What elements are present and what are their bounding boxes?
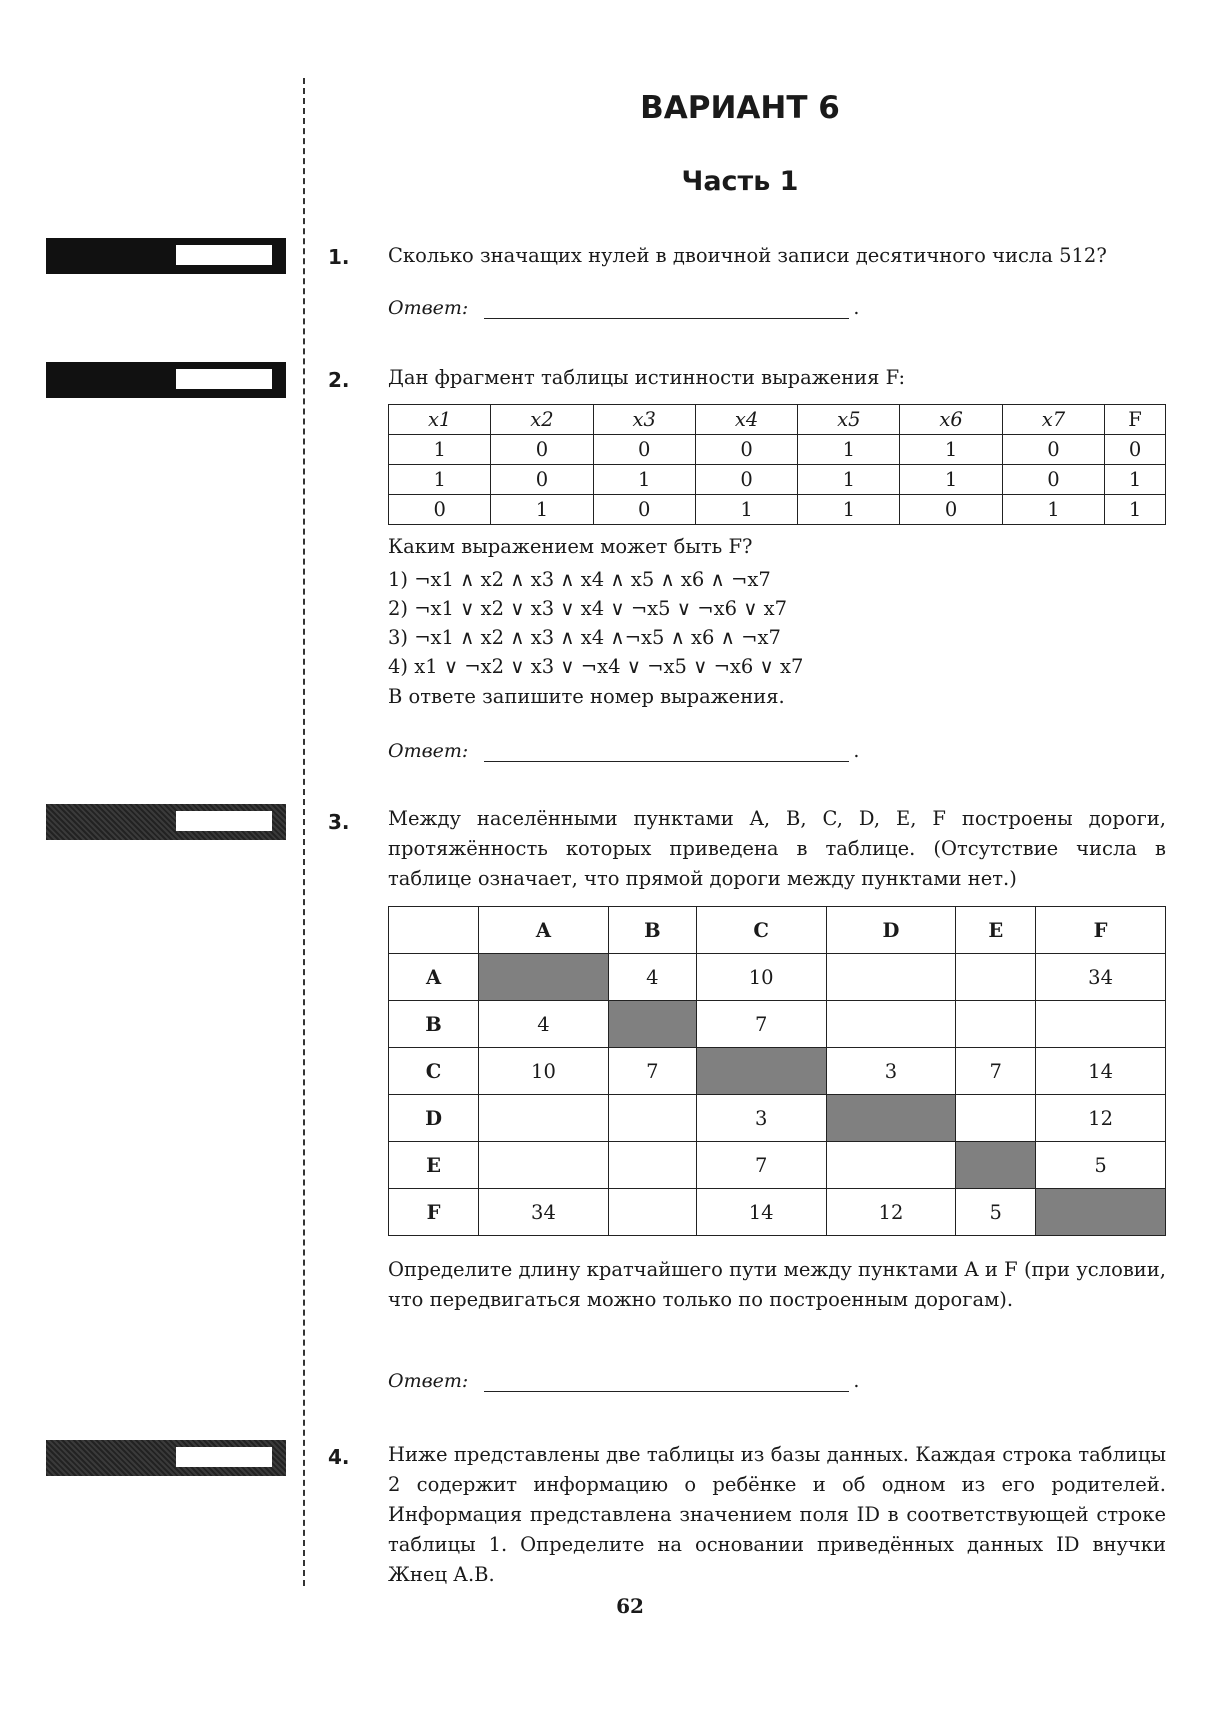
question-2-number: 2.	[328, 368, 350, 392]
truth-table-header: x4	[695, 405, 797, 435]
part-title: Часть 1	[681, 166, 799, 197]
truth-table-header: x2	[491, 405, 593, 435]
answer-line-1: Ответ: .	[388, 297, 860, 319]
table-row	[389, 1001, 1166, 1048]
road-table-row-header: A	[389, 954, 479, 1001]
question-2-instruction: В ответе запишите номер выражения.	[388, 685, 785, 708]
table-cell: 1	[695, 495, 797, 525]
question-2-intro: Дан фрагмент таблицы истинности выражения F:	[388, 366, 906, 389]
table-row	[389, 1189, 1166, 1236]
table-cell: 0	[491, 465, 593, 495]
truth-table-header: x1	[389, 405, 491, 435]
table-cell	[826, 1142, 956, 1189]
table-cell: 0	[1002, 435, 1104, 465]
answer-box-window[interactable]	[176, 811, 272, 831]
table-cell	[608, 1189, 696, 1236]
answer-label: Ответ:	[388, 740, 469, 762]
table-cell: 5	[956, 1189, 1036, 1236]
table-cell: 10	[696, 954, 826, 1001]
table-cell	[826, 1001, 956, 1048]
table-cell	[1036, 1001, 1166, 1048]
table-cell: 1	[900, 465, 1002, 495]
answer-box-4	[46, 1440, 286, 1476]
answer-line-2: Ответ: .	[388, 740, 860, 762]
table-cell: 1	[798, 435, 900, 465]
table-cell	[479, 1095, 609, 1142]
table-cell	[826, 1095, 956, 1142]
table-cell: 1	[491, 495, 593, 525]
road-table-row-header: C	[389, 1048, 479, 1095]
table-cell: 7	[696, 1001, 826, 1048]
table-cell: 5	[1036, 1142, 1166, 1189]
table-cell	[956, 1095, 1036, 1142]
table-cell: 0	[695, 435, 797, 465]
answer-box-3	[46, 804, 286, 840]
road-table-row-header: E	[389, 1142, 479, 1189]
table-cell	[608, 1142, 696, 1189]
table-row	[389, 495, 1166, 525]
truth-table-header: x7	[1002, 405, 1104, 435]
table-cell: 34	[479, 1189, 609, 1236]
road-distance-table	[388, 906, 1166, 1236]
table-cell: 1	[1105, 465, 1166, 495]
table-cell: 0	[389, 495, 491, 525]
option-1: 1) ¬x1 ∧ x2 ∧ x3 ∧ x4 ∧ x5 ∧ x6 ∧ ¬x7	[388, 568, 771, 591]
road-table-col-header: C	[696, 907, 826, 954]
table-cell: 12	[1036, 1095, 1166, 1142]
page-number: 62	[616, 1594, 644, 1618]
answer-box-2	[46, 362, 286, 398]
table-row	[389, 954, 1166, 1001]
question-1-text: Сколько значащих нулей в двоичной записи десятичного числа 512?	[388, 244, 1107, 267]
table-cell: 34	[1036, 954, 1166, 1001]
table-cell: 0	[695, 465, 797, 495]
truth-table	[388, 404, 1166, 525]
question-3-prompt: Определите длину кратчайшего пути между пунктами A и F (при условии, что передвигаться можно только по построенным дорогам).	[388, 1258, 1166, 1311]
table-cell	[696, 1048, 826, 1095]
table-cell: 1	[1105, 495, 1166, 525]
table-cell: 14	[696, 1189, 826, 1236]
table-cell: 10	[479, 1048, 609, 1095]
table-cell: 0	[593, 435, 695, 465]
answer-label: Ответ:	[388, 1370, 469, 1392]
road-table-corner	[389, 907, 479, 954]
table-cell	[479, 954, 609, 1001]
answer-box-1	[46, 238, 286, 274]
table-cell: 1	[900, 435, 1002, 465]
variant-title: ВАРИАНТ 6	[640, 90, 840, 126]
road-table-col-header: B	[608, 907, 696, 954]
table-cell: 1	[389, 435, 491, 465]
answer-box-window[interactable]	[176, 245, 272, 265]
table-cell	[608, 1001, 696, 1048]
road-table-row-header: D	[389, 1095, 479, 1142]
truth-table-header: x5	[798, 405, 900, 435]
table-cell: 1	[1002, 495, 1104, 525]
table-cell: 1	[798, 465, 900, 495]
road-table-col-header: D	[826, 907, 956, 954]
answer-box-window[interactable]	[176, 369, 272, 389]
table-cell: 3	[696, 1095, 826, 1142]
table-row	[389, 1095, 1166, 1142]
cut-line	[303, 78, 305, 1586]
table-cell: 1	[798, 495, 900, 525]
table-cell: 7	[696, 1142, 826, 1189]
table-cell: 0	[593, 495, 695, 525]
table-cell	[608, 1095, 696, 1142]
road-table-col-header: A	[479, 907, 609, 954]
road-table-row-header: B	[389, 1001, 479, 1048]
table-cell: 7	[956, 1048, 1036, 1095]
question-3-intro: Между населёнными пунктами A, B, C, D, E, F построены дороги, протяжённость которых приведена в таблице. (Отсутствие числа в таблице означает, что прямой дороги между пунктами нет.)	[388, 807, 1166, 890]
table-cell: 0	[900, 495, 1002, 525]
question-4-text: Ниже представлены две таблицы из базы данных. Каждая строка таблицы 2 содержит информацию о ребёнке и об одном из его родителей. Информация представлена значением поля ID в соответствующей строке таблицы 1. Определите на основании приведённых данных ID внучки Жнец А.В.	[388, 1443, 1166, 1586]
answer-box-window[interactable]	[176, 1447, 272, 1467]
table-cell: 4	[479, 1001, 609, 1048]
option-4: 4) x1 ∨ ¬x2 ∨ x3 ∨ ¬x4 ∨ ¬x5 ∨ ¬x6 ∨ x7	[388, 655, 804, 678]
table-cell	[956, 954, 1036, 1001]
road-table-col-header: F	[1036, 907, 1166, 954]
road-table-header-row	[389, 907, 1166, 954]
road-table-row-header: F	[389, 1189, 479, 1236]
table-cell: 7	[608, 1048, 696, 1095]
question-2-prompt: Каким выражением может быть F?	[388, 535, 753, 558]
table-row	[389, 1142, 1166, 1189]
truth-table-header-row	[389, 405, 1166, 435]
answer-line-3: Ответ: .	[388, 1370, 860, 1392]
option-3: 3) ¬x1 ∧ x2 ∧ x3 ∧ x4 ∧¬x5 ∧ x6 ∧ ¬x7	[388, 626, 781, 649]
table-cell: 14	[1036, 1048, 1166, 1095]
answer-field-1[interactable]	[484, 298, 849, 319]
question-4-number: 4.	[328, 1445, 350, 1469]
table-cell	[956, 1142, 1036, 1189]
table-row	[389, 465, 1166, 495]
table-cell: 3	[826, 1048, 956, 1095]
table-row	[389, 1048, 1166, 1095]
table-cell: 4	[608, 954, 696, 1001]
answer-field-3[interactable]	[484, 1371, 849, 1392]
table-cell	[479, 1142, 609, 1189]
truth-table-header: x3	[593, 405, 695, 435]
answer-label: Ответ:	[388, 297, 469, 319]
table-cell: 0	[1002, 465, 1104, 495]
table-cell	[956, 1001, 1036, 1048]
option-2: 2) ¬x1 ∨ x2 ∨ x3 ∨ x4 ∨ ¬x5 ∨ ¬x6 ∨ x7	[388, 597, 788, 620]
table-cell: 12	[826, 1189, 956, 1236]
table-cell	[826, 954, 956, 1001]
table-cell: 0	[491, 435, 593, 465]
table-cell: 1	[389, 465, 491, 495]
table-row	[389, 435, 1166, 465]
question-2-options	[388, 565, 1166, 681]
question-1-number: 1.	[328, 245, 350, 269]
table-cell: 0	[1105, 435, 1166, 465]
truth-table-header: F	[1105, 405, 1166, 435]
truth-table-header: x6	[900, 405, 1002, 435]
table-cell	[1036, 1189, 1166, 1236]
question-3-number: 3.	[328, 810, 350, 834]
road-table-col-header: E	[956, 907, 1036, 954]
table-cell: 1	[593, 465, 695, 495]
answer-field-2[interactable]	[484, 741, 849, 762]
